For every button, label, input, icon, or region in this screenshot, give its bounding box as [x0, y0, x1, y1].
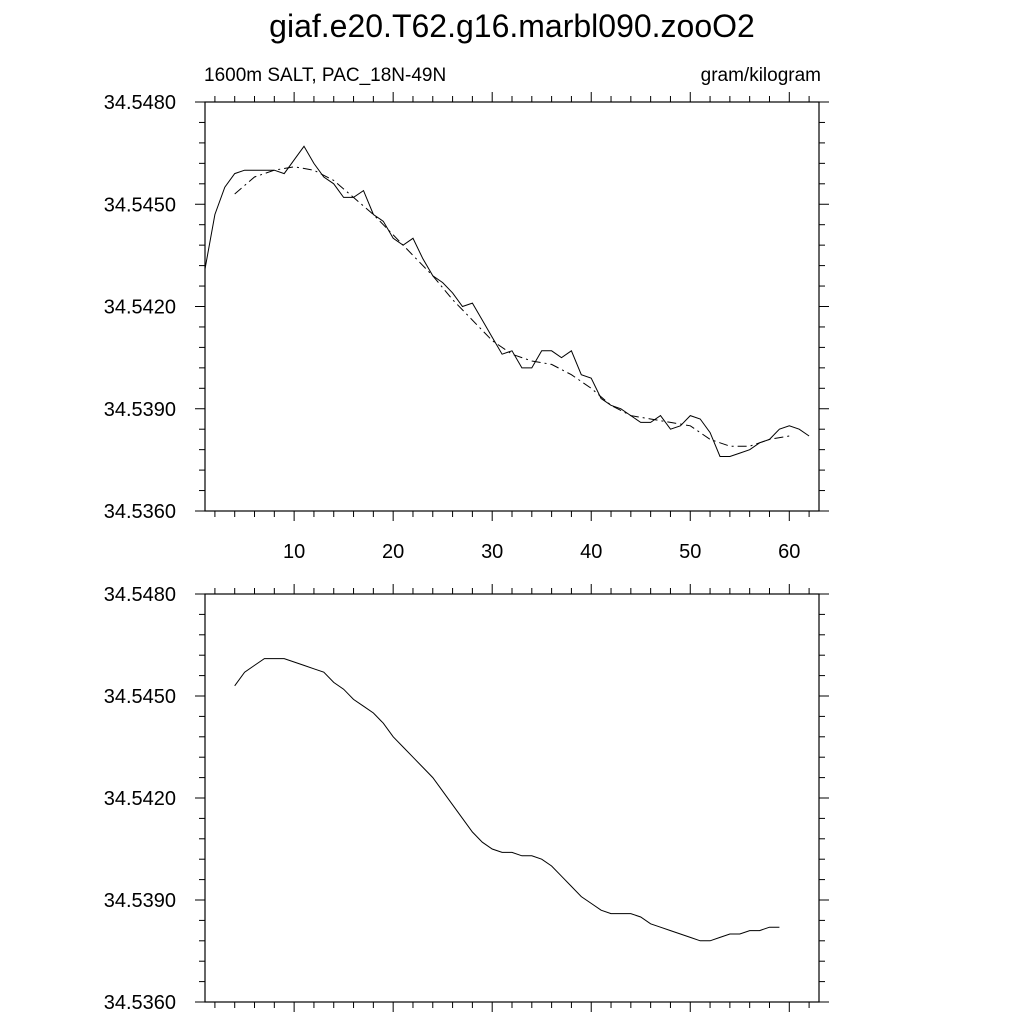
y-tick-label: 34.5480: [103, 92, 176, 114]
series-line: [205, 146, 809, 456]
y-tick-label: 34.5390: [103, 890, 176, 912]
chart-title: giaf.e20.T62.g16.marbl090.zooO2: [269, 8, 755, 44]
plot-frame: [205, 594, 819, 1002]
variable-subtitle: 1600m SALT, PAC_18N-49N: [204, 65, 447, 86]
y-tick-label: 34.5360: [103, 992, 176, 1014]
y-tick-label: 34.5390: [103, 398, 176, 421]
series-line: [235, 659, 780, 941]
x-tick-label: 40: [580, 541, 603, 563]
x-tick-label: 10: [283, 541, 306, 563]
y-tick-label: 34.5420: [103, 788, 176, 810]
plot-frame: [205, 102, 819, 511]
y-tick-label: 34.5420: [103, 296, 176, 319]
x-tick-label: 20: [382, 541, 405, 563]
smoothed-series-line: [235, 167, 790, 446]
y-tick-label: 34.5360: [103, 501, 176, 523]
bottom-panel: [104, 584, 829, 1014]
x-tick-label: 30: [481, 541, 504, 563]
x-tick-label: 60: [778, 541, 801, 563]
y-tick-label: 34.5450: [103, 686, 176, 708]
y-tick-label: 34.5450: [103, 194, 176, 217]
y-tick-label: 34.5480: [103, 584, 176, 606]
x-tick-label: 50: [679, 541, 702, 563]
top-panel: [104, 92, 829, 563]
units-subtitle: gram/kilogram: [700, 65, 821, 86]
